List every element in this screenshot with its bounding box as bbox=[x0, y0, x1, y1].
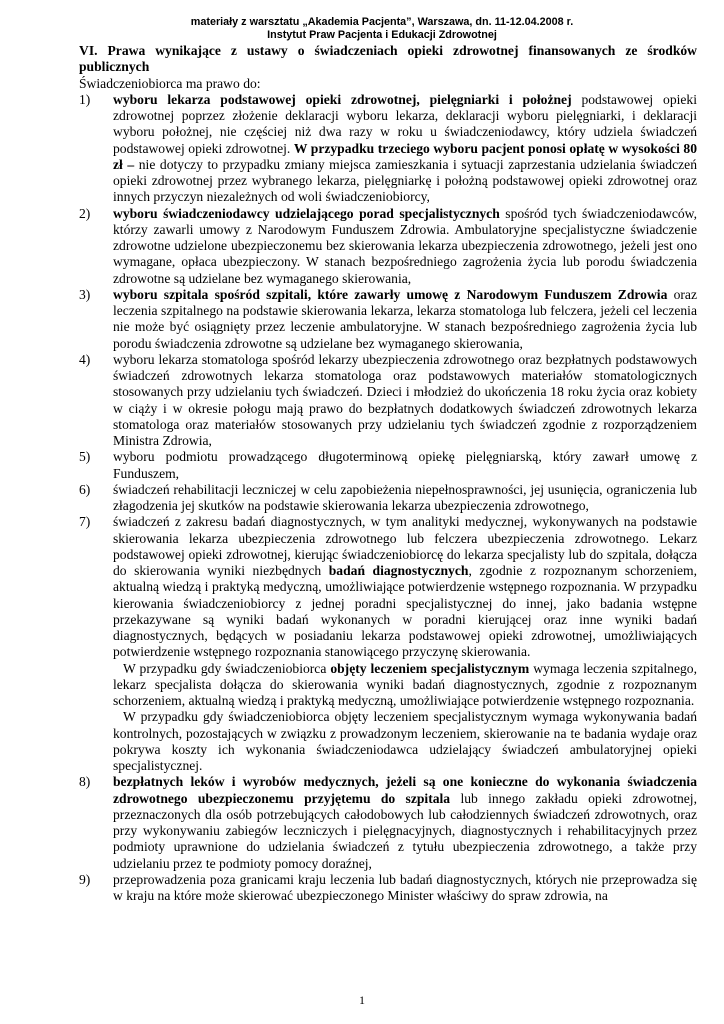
text-span: świadczeń z zakresu badań diagnostycznych, w tym analityki medycznej, wykonywanych na podstawie skierowania lekarza ubezpieczenia zdrowotnego lub felczera ubezpieczenia zdrowotnego. Lekarz podstawowej opieki zdrowotnej, kierując świadczeniobiorcę do lekarza specjalisty lub do szpitala, dołącza do skierowania wyniki niezbędnych bbox=[113, 514, 697, 578]
document-body bbox=[79, 43, 697, 904]
text-span: W przypadku gdy świadczeniobiorca bbox=[123, 660, 331, 676]
list-item bbox=[79, 774, 697, 872]
list-item-text bbox=[113, 774, 697, 872]
list-item bbox=[79, 872, 697, 905]
bold-phrase: objęty leczeniem specjalistycznym bbox=[330, 660, 530, 676]
bold-phrase: wyboru szpitala spośród szpitali, które zawarły umowę z Narodowym Funduszem Zdrowia bbox=[113, 286, 668, 302]
list-item-text: przeprowadzenia poza granicami kraju leczenia lub badań diagnostycznych, których nie przeprowadza się w kraju na które może skierować ubezpieczonego Minister właściwy do spraw zdrowia, na bbox=[113, 871, 697, 903]
list-item-number: 1) bbox=[79, 91, 91, 107]
list-item-number: 2) bbox=[79, 205, 91, 221]
bold-phrase: wyboru świadczeniodawcy udzielającego porad specjalistycznych bbox=[113, 205, 500, 221]
list-item-number: 9) bbox=[79, 871, 91, 887]
bold-phrase: wyboru lekarza podstawowej opieki zdrowotnej, pielęgniarki i położnej bbox=[113, 91, 572, 107]
list-item-number: 8) bbox=[79, 774, 91, 790]
text-span: podstawowej opieki zdrowotnej poprzez złożenie deklaracji wyboru lekarza, deklaracji wyboru pielęgniarki, i deklaracji wyboru położnej, nie częściej niż dwa razy w roku u świadczeniodawcy, który udziela świadczeń podstawowej opieki zdrowotnej. bbox=[113, 91, 697, 156]
list-item-text bbox=[113, 206, 697, 287]
list-item-text bbox=[113, 92, 697, 206]
list-item-text: świadczeń rehabilitacji leczniczej w celu zapobieżenia niepełnosprawności, jej usunięcia, ograniczenia lub złagodzenia jej skutków na podstawie skierowania lekarza ubezpieczenia zdrowotnego, bbox=[113, 481, 697, 513]
list-item-text: wyboru lekarza stomatologa spośród lekarzy ubezpieczenia zdrowotnego oraz bezpłatnych podstawowych świadczeń zdrowotnych lekarza stomatologa oraz podstawowych materiałów stomatologicznych stosowanych przy udzielaniu tych świadczeń. Dzieci i młodzież do ukończenia 18 roku życia oraz kobiety w ciąży i w okresie połogu mają prawo do bezpłatnych dodatkowych świadczeń zdrowotnych lekarza stomatologa oraz materiałów stosowanych przy udzielaniu tych świadczeń zgodnie z rozporządzeniem Ministra Zdrowia, bbox=[113, 351, 697, 448]
list-item-number: 7) bbox=[79, 514, 91, 530]
list-item-paragraph: W przypadku gdy świadczeniobiorca objęty leczeniem specjalistycznym wymaga wykonywania badań kontrolnych, pozostających w związku z prowadzonym leczeniem, skierowanie na te badania wydaje oraz pokrywa koszty ich wykonania świadczeniodawca udzielający świadczeń ambulatoryjnej opieki specjalistycznej. bbox=[113, 709, 697, 773]
text-span: nie dotyczy to przypadku zmiany miejsca zamieszkania i sytuacji zaprzestania udzielania świadczeń opieki zdrowotnej przez wybranego lekarza, pielęgniarkę i położną podstawowej opieki zdrowotnej oraz innych przyczyn niezależnych od woli świadczeniobiorcy, bbox=[113, 156, 697, 205]
page-number: 1 bbox=[359, 993, 365, 1007]
list-item bbox=[79, 206, 697, 287]
bold-phrase: bezpłatnych leków i wyrobów medycznych, jeżeli są one konieczne do wykonania świadczenia zdrowotnego ubezpieczonemu przyjętemu do szpitala bbox=[113, 774, 697, 806]
list-item-text bbox=[113, 514, 697, 660]
text-span: , zgodnie z rozpoznanym schorzeniem, aktualną wiedzą i praktyką medyczną, umożliwiające potwierdzenie wstępnego rozpoznania. W przypadku kierowania świadczeniobiorcy z jednej poradni specjalistycznej do innej, jako badania wstępne przekazywane są wyniki badań wykonanych w poradni kierującej oraz inne wyniki badań diagnostycznych, będących w posiadaniu lekarza podstawowej opieki zdrowotnej, umożliwiających potwierdzenie wstępnego rozpoznania stanowiącego przyczynę skierowania. bbox=[113, 563, 698, 660]
list-item-text bbox=[113, 287, 697, 352]
section-title: VI. Prawa wynikające z ustawy o świadczeniach opieki zdrowotnej finansowanych ze środków publicznych bbox=[79, 43, 697, 75]
list-item-paragraph bbox=[113, 661, 697, 710]
list-item bbox=[79, 352, 697, 450]
list-item bbox=[79, 92, 697, 206]
text-span: spośród tych świadczeniodawców, którzy zawarli umowy z Narodowym Funduszem Zdrowia. Ambulatoryjne specjalistyczne świadczenie zdrowotne udzielone ubezpieczonemu bez skierowania lekarza ubezpieczenia zdrowotnego, jeżeli jest ono wymagane, opłaca ubezpieczony. W stanach bezpośredniego zagrożenia życia lub porodu świadczenia zdrowotne są udzielane bez wymaganego skierowania, bbox=[113, 205, 697, 286]
bold-phrase: W przypadku trzeciego wyboru pacjent ponosi opłatę w wysokości 80 zł – bbox=[113, 140, 697, 172]
list-item bbox=[79, 514, 697, 660]
list-item bbox=[79, 449, 697, 482]
text-span: wymaga leczenia szpitalnego, lekarz specjalista dołącza do skierowania wyniki badań diagnostycznych, zgodnie z rozpoznanym schorzeniem, aktualną wiedzą i praktyką medyczną, umożliwiające potwierdzenie wstępnego rozpoznania. bbox=[113, 660, 697, 708]
list-item bbox=[79, 287, 697, 352]
header-line-institute: Instytut Praw Pacjenta i Edukacji Zdrowotnej bbox=[267, 29, 497, 41]
list-item-number: 5) bbox=[79, 449, 91, 465]
header-line-workshop: materiały z warsztatu „Akademia Pacjenta”, Warszawa, dn. 11-12.04.2008 r. bbox=[190, 16, 574, 28]
document-header bbox=[0, 16, 724, 42]
bold-phrase: badań diagnostycznych bbox=[328, 563, 469, 578]
list-item-number: 6) bbox=[79, 481, 91, 497]
text-span: oraz leczenia szpitalnego na podstawie skierowania lekarza, lekarza stomatologa lub felczera, jeżeli cel leczenia nie może być osiągnięty przez leczenie ambulatoryjne. W stanach bezpośredniego zagrożenia życia lub porodu świadczenia zdrowotne są udzielane bez wymaganego skierowania, bbox=[113, 286, 697, 351]
list-item-number: 3) bbox=[79, 286, 91, 302]
section-intro: Świadczeniobiorca ma prawo do: bbox=[79, 75, 261, 91]
list-item bbox=[79, 482, 697, 515]
text-span: lub innego zakładu opieki zdrowotnej, przeznaczonych dla osób potrzebujących całodobowych lub całodziennych świadczeń zdrowotnych, oraz przy wykonywaniu zabiegów leczniczych i pielęgnacyjnych, diagnostycznych i rehabilitacyjnych przez podmioty uprawnione do udzielania świadczeń z tytułu ubezpieczenia zdrowotnego, a także przy udzielaniu przez te podmioty pomocy doraźnej, bbox=[113, 790, 697, 871]
list-item-number: 4) bbox=[79, 351, 91, 367]
list-item-text: wyboru podmiotu prowadzącego długoterminową opiekę pielęgniarską, który zawarł umowę z Funduszem, bbox=[113, 449, 697, 481]
